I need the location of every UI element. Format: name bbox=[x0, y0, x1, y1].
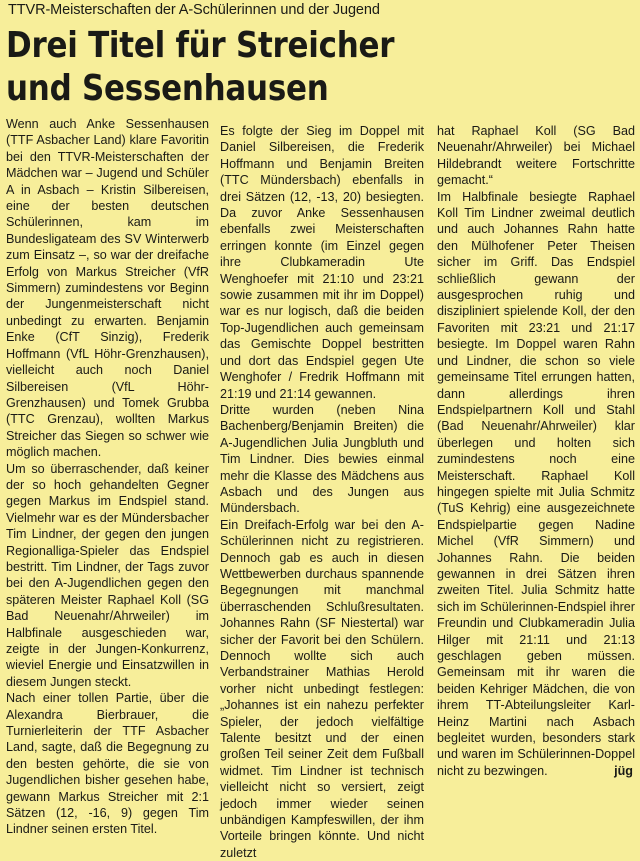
paragraph: hat Raphael Koll (SG Bad Neuenahr/Ahrweiler) bei Michael Hildebrandt weitere Fortschritte gemacht.“ bbox=[437, 124, 635, 188]
headline-line-1: Drei Titel für Streicher bbox=[6, 25, 395, 66]
paragraph: Um so überraschender, daß keiner der so hoch gehandelten Gegner gegen Markus im Endspiel stand. Vielmehr war es der Mündersbacher Tim Lindner, der gegen den jungen Regionalliga-Spieler das Endspiel bestritt. Tim Lindner, der Tags zuvor bei den A-Jugendlichen gegen den späteren Meister Raphael Koll (SG Bad Neuenahr/Ahrweiler) im Halbfinale ausgeschieden war, zeigte in der Jungen-Konkurrenz, wieviel Energie und Einsatzwillen in diesem Jungen steckt. bbox=[6, 461, 209, 689]
paragraph: Ein Dreifach-Erfolg war bei den A-Schülerinnen nicht zu registrieren. Dennoch gab es auch in diesen Wettbewerben durchaus spannende Begegnungen mit manchmal überraschenden Schlußresultaten. Johannes Rahn (SF Niestertal) war sicher der Favorit bei den Schülern. Dennoch wollte sich auch Verbandstrainer Mathias Herold vorher nicht unbedingt festlegen: „Johannes ist ein nahezu perfekter Spieler, der jedoch vielfältige Talente besitzt und der einen großen Teil seiner Zeit dem Fußball widmet. Tim Lindner ist technisch vielleicht nicht so versiert, zeigt jedoch immer wieder seinen unbändigen Kampfeswillen, der ihm Vorteile bringen könnte. Und nicht zuletzt bbox=[220, 517, 424, 860]
author-signature: jüg bbox=[614, 763, 633, 778]
paragraph: Nach einer tollen Partie, über die Alexandra Bierbrauer, die Turnierleiterin der TTF Asbacher Land, sagte, daß die Begegnung zu den besten gehörte, die sie von Jugendlichen bisher gesehen habe, gewann Markus Streicher mit 2:1 Sätzen (12, -16, 9) gegen Tim Lindner seinen ersten Titel. bbox=[6, 691, 209, 837]
paragraph-text: Im Halbfinale besiegte Raphael Koll Tim Lindner zweimal deutlich und auch Johannes Rahn hatte den Mülhofener Peter Theisen sicher im Griff. Das Endspiel schließlich gewann der ausgesprochen ruhig und diszipliniert spielende Koll, der den Favoriten mit 23:21 und 21:17 besiegte. Im Doppel waren Rahn und Lindner, die schon so viele gemeinsame Titel errungen hatten, dann allerdings ihren Endspielpartnern Koll und Stahl (Bad Neuenahr/Ahrweiler) klar überlegen und holten sich zumindestens noch eine Meisterschaft. Raphael Koll hingegen spielte mit Julia Schmitz (TuS Kehrig) eine ausgezeichnete Endspielpartie gegen Nadine Michel (VfR Simmern) und Johannes Rahn. Die beiden gewannen in drei Sätzen ihren zweiten Titel. Julia Schmitz hatte sich im Schülerinnen-Endspiel ihrer Freundin und Clubkameradin Julia Hilger mit 21:11 und 21:13 geschlagen geben müssen. Gemeinsam mit ihr waren die beiden Kehriger Mädchen, die von ihrem TT-Abteilungsleiter Karl-Heinz Martini nach Asbach begleitet wurden, besonders stark und waren im Schülerinnen-Doppel nicht zu bezwingen. bbox=[437, 189, 635, 778]
paragraph: Dritte wurden (neben Nina Bachenberg/Benjamin Breiten) die A-Jugendlichen Julia Jungbluth und Tim Lindner. Dies bewies einmal mehr die Klasse des Mädchens aus Asbach und des Jungen aus Mündersbach. bbox=[220, 402, 424, 516]
article-column-3 bbox=[437, 123, 635, 792]
paragraph: Es folgte der Sieg im Doppel mit Daniel Silbereisen, die Frederik Hoffmann und Benjamin Breiten (TTC Mündersbach) ebenfalls in drei Sätzen (12, -13, 20) besiegten. Da zuvor Anke Sessenhausen ebenfalls zwei Meisterschaften erringen konnte (im Einzel gegen ihre Clubkameradin Ute Wenghoefer mit 21:10 und 23:21 sowie zusammen mit ihr im Doppel) war es nur logisch, daß die beiden Top-Jugendlichen auch gemeinsam das Gemischte Doppel bestritten und dort das Endspiel gegen Ute Wenghofer / Fredrik Hoffmann mit 21:19 und 21:14 gewannen. bbox=[220, 124, 424, 401]
paragraph: Wenn auch Anke Sessenhausen (TTF Asbacher Land) klare Favoritin bei den TTVR-Meisterschaften der Mädchen war – Jugend und Schüler A in Asbach – Kristin Silbereisen, eine der besten deutschen Schülerinnen, kam im Bundesligateam des SV Winterwerb zum Einsatz –, so war der dreifache Erfolg von Markus Streicher (VfR Simmern) zumindestens vor Beginn der Jungenmeisterschaft nicht unbedingt zu erwarten. Benjamin Enke (CfT Sinzig), Frederik Hoffmann (VfL Höhr-Grenzhausen), vielleicht auch noch Daniel Silbereisen (VfL Höhr-Grenzhausen) und Tomek Grubba (TTC Grenzau), wollten Markus Streicher das Siegen so schwer wie möglich machen. bbox=[6, 117, 209, 460]
article-column-1 bbox=[6, 116, 209, 837]
headline bbox=[6, 24, 548, 110]
article-column-2 bbox=[220, 123, 424, 860]
headline-line-2: und Sessenhausen bbox=[6, 68, 329, 109]
kicker: TTVR-Meisterschaften der A-Schülerinnen und der Jugend bbox=[8, 2, 380, 18]
paragraph-last bbox=[437, 189, 635, 780]
